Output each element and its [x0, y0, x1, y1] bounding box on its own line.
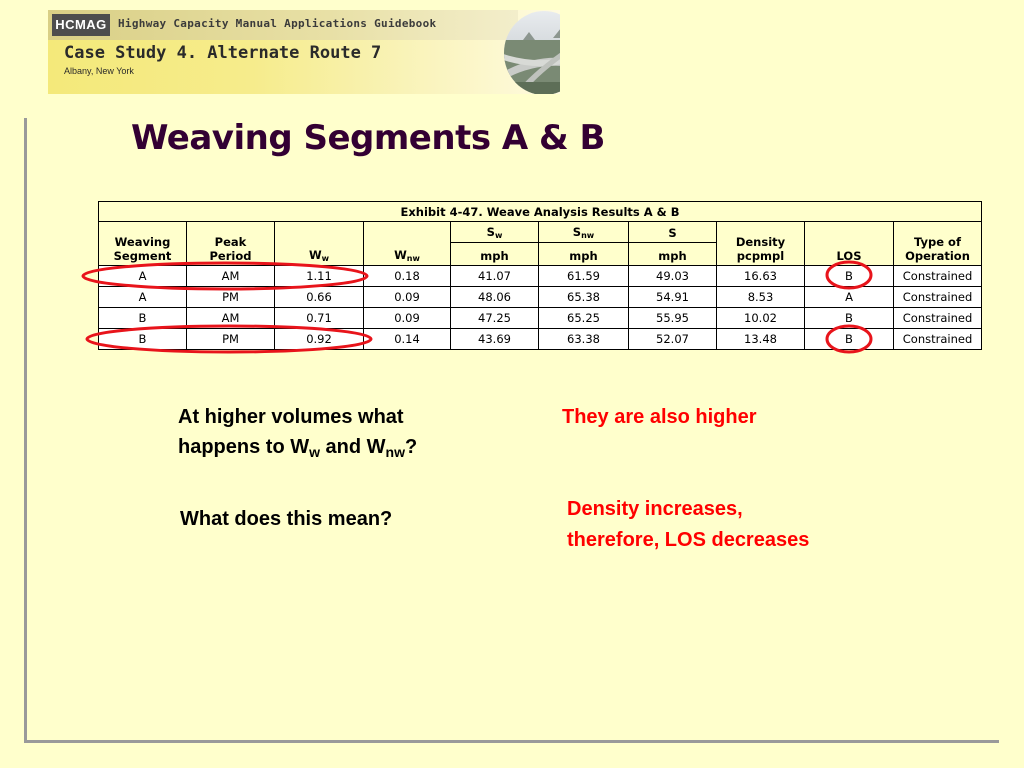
header-wnw [364, 222, 451, 266]
cell-s: 54.91 [629, 287, 717, 308]
header-density-line2: pcpmpl [736, 249, 785, 263]
cell-snw: 61.59 [539, 266, 629, 287]
cell-segment: B [99, 308, 187, 329]
header-sw-unit: mph [451, 243, 539, 266]
cell-snw: 65.38 [539, 287, 629, 308]
cell-density: 8.53 [717, 287, 805, 308]
header-period-line2: Period [209, 249, 252, 263]
cell-los: B [805, 308, 894, 329]
slide-frame-bottom [24, 740, 999, 743]
cell-period: PM [187, 287, 275, 308]
header-density [717, 222, 805, 266]
case-study-location: Albany, New York [64, 66, 134, 76]
table-row [99, 329, 982, 350]
cell-ww: 0.71 [275, 308, 364, 329]
highway-photo [503, 10, 560, 94]
header-ww-main: W [308, 248, 322, 262]
cell-sw: 47.25 [451, 308, 539, 329]
header-s-main: S [668, 226, 677, 240]
header-wnw-sub: nw [406, 254, 420, 263]
cell-sw: 48.06 [451, 287, 539, 308]
table-caption: Exhibit 4-47. Weave Analysis Results A & B [99, 202, 982, 222]
cell-los: A [805, 287, 894, 308]
cell-sw: 43.69 [451, 329, 539, 350]
cell-wnw: 0.09 [364, 287, 451, 308]
cell-s: 52.07 [629, 329, 717, 350]
cell-segment: B [99, 329, 187, 350]
header-segment-line2: Segment [113, 249, 172, 263]
cell-sw: 41.07 [451, 266, 539, 287]
answer-density-los [567, 494, 907, 556]
cell-period: PM [187, 329, 275, 350]
cell-period: AM [187, 308, 275, 329]
cell-segment: A [99, 287, 187, 308]
cell-s: 55.95 [629, 308, 717, 329]
cell-snw: 63.38 [539, 329, 629, 350]
header-snw-sub: nw [581, 231, 595, 240]
answer2-line1: Density increases, [567, 498, 743, 520]
header-los: LOS [805, 222, 894, 266]
header-density-line1: Density [735, 235, 786, 249]
header-peak-period [187, 222, 275, 266]
question1-prefix: happens to W [178, 436, 310, 458]
table-row [99, 287, 982, 308]
cell-segment: A [99, 266, 187, 287]
question-what-does-this-mean: What does this mean? [180, 508, 393, 530]
header-ww-sub: w [321, 254, 330, 263]
cell-type: Constrained [894, 329, 982, 350]
question-higher-volumes [178, 402, 508, 467]
header-ww [275, 222, 364, 266]
cell-wnw: 0.14 [364, 329, 451, 350]
slide-title: Weaving Segments A & B [131, 118, 605, 158]
cell-wnw: 0.18 [364, 266, 451, 287]
cell-density: 13.48 [717, 329, 805, 350]
banner-header-text: Highway Capacity Manual Applications Guidebook [118, 17, 437, 30]
header-period-line1: Peak [214, 235, 247, 249]
header-sw [451, 222, 539, 243]
header-s [629, 222, 717, 243]
header-segment-line1: Weaving [114, 235, 171, 249]
header-type-line1: Type of [914, 235, 961, 249]
header-sw-main: S [486, 225, 495, 239]
header-wnw-main: W [394, 248, 407, 262]
cell-wnw: 0.09 [364, 308, 451, 329]
header-type-of-operation [894, 222, 982, 266]
cell-type: Constrained [894, 308, 982, 329]
cell-ww: 1.11 [275, 266, 364, 287]
question1-suffix: ? [405, 436, 418, 458]
question1-middle: and W [320, 436, 386, 458]
cell-type: Constrained [894, 266, 982, 287]
header-snw-unit: mph [539, 243, 629, 266]
cell-type: Constrained [894, 287, 982, 308]
header-type-line2: Operation [905, 249, 970, 263]
cell-density: 10.02 [717, 308, 805, 329]
slide-frame-left [24, 118, 27, 743]
cell-s: 49.03 [629, 266, 717, 287]
cell-ww: 0.66 [275, 287, 364, 308]
header-sw-sub: w [494, 231, 503, 240]
table-row [99, 308, 982, 329]
header-snw-main: S [572, 225, 582, 239]
hcmag-banner [48, 10, 560, 94]
case-study-title: Case Study 4. Alternate Route 7 [64, 43, 382, 63]
answer2-line2: therefore, LOS decreases [567, 529, 810, 551]
cell-period: AM [187, 266, 275, 287]
header-s-unit: mph [629, 243, 717, 266]
cell-density: 16.63 [717, 266, 805, 287]
hcmag-logo: HCMAG [52, 14, 110, 36]
table-body [99, 266, 982, 350]
header-weaving-segment [99, 222, 187, 266]
question1-sub-nw: nw [385, 444, 405, 460]
cell-los: B [805, 329, 894, 350]
table-row [99, 266, 982, 287]
cell-snw: 65.25 [539, 308, 629, 329]
question1-sub-w: w [309, 444, 320, 460]
question1-line1: At higher volumes what [178, 406, 404, 428]
weave-analysis-table [98, 201, 982, 350]
header-snw [539, 222, 629, 243]
cell-ww: 0.92 [275, 329, 364, 350]
answer-also-higher: They are also higher [562, 406, 757, 428]
cell-los: B [805, 266, 894, 287]
